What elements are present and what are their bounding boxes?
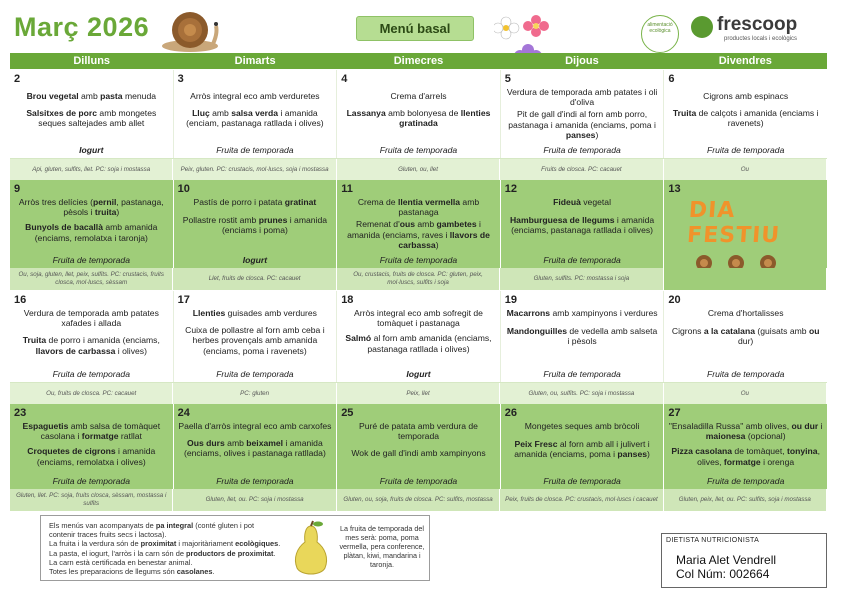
day-cell xyxy=(174,180,338,268)
allergen-info: Ou xyxy=(664,383,827,404)
weekday-label: Dimarts xyxy=(234,55,276,67)
day-cell xyxy=(10,70,174,158)
day-number: 4 xyxy=(341,73,348,85)
day-number: 12 xyxy=(504,183,518,195)
day-number: 18 xyxy=(341,294,354,306)
first-course: "Ensaladilla Russa" amb olives, ou dur i maionesa (opcional) xyxy=(668,421,823,442)
dessert: Iogurt xyxy=(79,145,104,155)
day-number: 10 xyxy=(177,183,190,195)
allergen-info: Ou, crustacis, fruits de closca. PC: gluten, peix, mol·luscs, sulfits i soja xyxy=(337,268,500,290)
allergen-info: PC: gluten xyxy=(173,383,336,404)
dietitian-name: Maria Alet Vendrell xyxy=(676,553,777,567)
first-course: Verdura de temporada amb patates i oli d'oliva xyxy=(506,87,658,108)
day-cell xyxy=(337,404,501,489)
dessert: Fruita de temporada xyxy=(543,255,621,265)
first-course: Crema de llentia vermella amb pastanaga xyxy=(357,197,480,218)
day-cell xyxy=(501,291,665,382)
brand-subtitle: productes locals i ecològics xyxy=(724,36,798,42)
second-course: Pizza casolana de tomàquet, tonyina, olives, formatge i orenga xyxy=(671,446,820,467)
first-course: Arròs integral eco amb verduretes xyxy=(190,91,320,101)
first-course: Verdura de temporada amb patates xafades i allada xyxy=(23,308,159,329)
day-cell xyxy=(664,70,827,158)
weekday-label: Dimecres xyxy=(393,55,444,67)
dessert: Iogurt xyxy=(242,255,268,265)
day-cell xyxy=(501,70,665,158)
first-course: Espaguetis amb salsa de tomàquet casolana i formatge ratllat xyxy=(22,421,161,442)
dessert: Fruita de temporada xyxy=(379,145,458,155)
first-course: Arròs tres delícies (pernil, pastanaga, pèsols i truita) xyxy=(18,197,164,218)
menu-type-badge: Menú basal xyxy=(356,16,474,41)
day-cell xyxy=(10,404,174,489)
holiday-label: DIA FESTIU xyxy=(686,198,782,248)
dessert: Fruita de temporada xyxy=(543,476,621,486)
second-course: Truita de calçots i amanida (enciams i ravenets) xyxy=(672,108,819,129)
seasonal-fruit-note: La fruita de temporada del mes serà: poma, poma vermella, pera conference, plàtan, kiwi, mandarina i taronja. xyxy=(339,524,425,569)
allergen-row xyxy=(10,159,827,180)
dessert: Fruita de temporada xyxy=(706,476,785,486)
first-course: Paella d'arròs integral eco amb carxofes xyxy=(178,421,332,431)
second-course: Salmó al forn amb amanida (enciams, pastanaga ratllada i olives) xyxy=(345,333,492,354)
day-number: 26 xyxy=(504,407,518,419)
second-course: Wok de gall d'indi amb xampinyons xyxy=(351,448,486,459)
second-course: Cuixa de pollastre al forn amb ceba i herbes provençals amb amanida (enciams, poma i ravenets) xyxy=(185,325,325,356)
allergen-info: Gluten, ou, soja, fruits de closca. PC: sulfits, mostassa xyxy=(337,489,500,511)
allergen-info: Llet, fruits de closca. PC: cacauet xyxy=(173,268,336,290)
allergen-info: Gluten, peix, llet, ou. PC: sulfits, soja i mostassa xyxy=(664,489,827,511)
allergen-info: Gluten, llet, ou. PC: soja i mostassa xyxy=(173,489,336,511)
eco-logo xyxy=(641,15,679,53)
day-cell xyxy=(664,404,827,489)
allergen-info: Gluten, llet. PC: soja, fruits closca, sèssam, mostassa i sulfits xyxy=(10,489,173,511)
second-course: Mandonguilles de vedella amb salseta i pèsols xyxy=(506,326,658,347)
menu-notes: Els menús van acompanyats de pa integral (conté gluten i pot contenir traces fruits secs i lactosa). La fruita i la verdura són de proximitat i majoritàriament ecològiques. La pasta, el iogurt, l'arròs i la carn són de productors de proximitat. La carn està certificada en benestar animal. Totes les preparacions de llegums són casolanes. xyxy=(49,521,281,577)
day-number: 5 xyxy=(504,73,511,85)
dessert: Fruita de temporada xyxy=(543,145,621,155)
pear-illustration xyxy=(291,520,331,578)
first-course: Fideuà vegetal xyxy=(553,197,611,207)
allergen-row xyxy=(10,268,827,290)
first-course: Mongetes seques amb bròcoli xyxy=(524,421,640,431)
second-course: Cigrons a la catalana (guisats amb ou dur) xyxy=(671,326,820,347)
second-course: Lluç amb salsa verda i amanida (enciam, pastanaga ratllada i olives) xyxy=(186,108,324,129)
weekday-label: Dilluns xyxy=(73,55,111,67)
day-number: 2 xyxy=(14,73,21,85)
day-number: 16 xyxy=(14,294,27,306)
first-course: Arròs integral eco amb sofregit de tomàquet i pastanaga xyxy=(353,308,483,329)
weekday-label: Dijous xyxy=(565,55,599,67)
dessert: Fruita de temporada xyxy=(216,145,294,155)
allergen-info: Gluten, ou, sulfits. PC: soja i mostassa xyxy=(500,383,663,404)
dietitian-number: Col Núm: 002664 xyxy=(676,567,770,581)
second-course: Croquetes de cigrons i amanida (enciams, remolatxa i olives) xyxy=(27,446,156,467)
day-number: 27 xyxy=(668,407,681,419)
second-course: Pollastre rostit amb prunes i amanida (enciams i poma) xyxy=(182,215,328,236)
dessert: Fruita de temporada xyxy=(52,476,130,486)
allergen-info: Api, gluten, sulfits, llet. PC: soja i mostassa xyxy=(10,159,173,180)
allergen-info: Ou, fruits de closca. PC: cacauet xyxy=(10,383,173,404)
day-number: 24 xyxy=(177,407,190,419)
day-cell xyxy=(174,70,338,158)
brand-name: frescoop xyxy=(717,14,798,35)
day-cell-holiday xyxy=(664,180,827,268)
snail-illustration xyxy=(160,6,224,54)
day-cell xyxy=(10,180,174,268)
first-course: Cigrons amb espinacs xyxy=(703,91,789,101)
day-number: 20 xyxy=(668,294,681,306)
first-course: Brou vegetal amb pasta menuda xyxy=(26,91,157,101)
second-course: Pit de gall d'indi al forn amb porro, pastanaga i amanida (enciams, poma i panses) xyxy=(508,109,656,140)
allergen-info: Peix, gluten. PC: crustacis, mol·luscs, soja i mostassa xyxy=(173,159,336,180)
day-cell xyxy=(174,404,338,489)
second-course: Bunyols de bacallà amb amanida (enciams, remolatxa i taronja) xyxy=(25,222,158,243)
day-number: 3 xyxy=(177,73,184,85)
day-number: 13 xyxy=(668,183,681,195)
dessert: Fruita de temporada xyxy=(216,476,294,486)
notes-box xyxy=(40,515,430,581)
dessert: Fruita de temporada xyxy=(52,255,130,265)
allergen-info: Gluten, sulfits. PC: mostassa i soja xyxy=(500,268,663,290)
second-course: Peix Fresc al forn amb all i julivert i amanida (enciams, poma i panses) xyxy=(514,439,650,460)
day-number: 9 xyxy=(14,183,21,195)
dessert: Fruita de temporada xyxy=(706,145,785,155)
day-cell xyxy=(10,291,174,382)
dietitian-box xyxy=(661,533,827,588)
day-cell xyxy=(664,291,827,382)
allergen-info: Fruits de closca. PC: cacauet xyxy=(500,159,663,180)
second-course: Truita de porro i amanida (enciams, llavors de carbassa i olives) xyxy=(22,335,160,356)
allergen-info: Ou, soja, gluten, llet, peix, sulfits. PC: crustacis, fruits closca, mol·luscs, sèssam xyxy=(10,268,173,290)
allergen-row xyxy=(10,383,827,404)
allergen-info: Ou xyxy=(664,159,827,180)
first-course: Llenties guisades amb verdures xyxy=(192,308,317,318)
day-number: 6 xyxy=(668,73,675,85)
first-course: Pastís de porro i patata gratinat xyxy=(193,197,317,207)
day-number: 25 xyxy=(341,407,354,419)
weekday-header xyxy=(10,53,827,69)
day-number: 23 xyxy=(14,407,27,419)
second-course: Ous durs amb beixamel i amanida (enciams, olives i pastanaga ratllada) xyxy=(183,438,326,459)
page-title: Març 2026 xyxy=(14,12,150,42)
dessert: Fruita de temporada xyxy=(706,369,785,379)
day-cell xyxy=(501,404,665,489)
dietitian-label: DIETISTA NUTRICIONISTA xyxy=(666,537,760,544)
day-cell xyxy=(501,180,665,268)
week-row xyxy=(10,291,827,383)
second-course: Salsitxes de porc amb mongetes seques saltejades amb allet xyxy=(26,108,157,129)
first-course: Crema d'arrels xyxy=(390,91,447,101)
second-course: Hamburguesa de llegums i amanida (enciams, pastanaga ratllada i olives) xyxy=(509,215,655,236)
allergen-info xyxy=(664,268,827,290)
second-course: Lassanya amb bolonyesa de llenties gratinada xyxy=(346,108,491,129)
day-cell xyxy=(337,70,501,158)
day-cell xyxy=(174,291,338,382)
day-cell xyxy=(337,291,501,382)
frescoop-logo-icon xyxy=(691,16,713,38)
first-course: Crema d'hortalisses xyxy=(707,308,784,318)
first-course: Macarrons amb xampinyons i verdures xyxy=(506,308,658,318)
allergen-info: Peix, fruits de closca. PC: crustacis, mol·luscs i cacauet xyxy=(500,489,663,511)
week-row xyxy=(10,404,827,489)
day-number: 19 xyxy=(504,294,518,306)
second-course: Remenat d'ous amb gambetes i amanida (enciams, raves i llavors de carbassa) xyxy=(347,219,490,250)
day-number: 17 xyxy=(177,294,190,306)
day-cell xyxy=(337,180,501,268)
allergen-info: Peix, llet xyxy=(337,383,500,404)
allergen-info: Gluten, ou, llet xyxy=(337,159,500,180)
dessert: Fruita de temporada xyxy=(379,255,458,265)
dessert: Fruita de temporada xyxy=(543,369,621,379)
allergen-row xyxy=(10,489,827,511)
dessert: Fruita de temporada xyxy=(216,369,294,379)
dessert: Iogurt xyxy=(406,369,431,379)
dessert: Fruita de temporada xyxy=(379,476,458,486)
day-number: 11 xyxy=(341,183,353,195)
weekday-label: Divendres xyxy=(718,55,772,67)
dessert: Fruita de temporada xyxy=(52,369,130,379)
week-row xyxy=(10,70,827,159)
week-row xyxy=(10,180,827,268)
first-course: Puré de patata amb verdura de temporada xyxy=(359,421,478,442)
eco-logo-label: alimentació ecològica xyxy=(647,22,673,34)
